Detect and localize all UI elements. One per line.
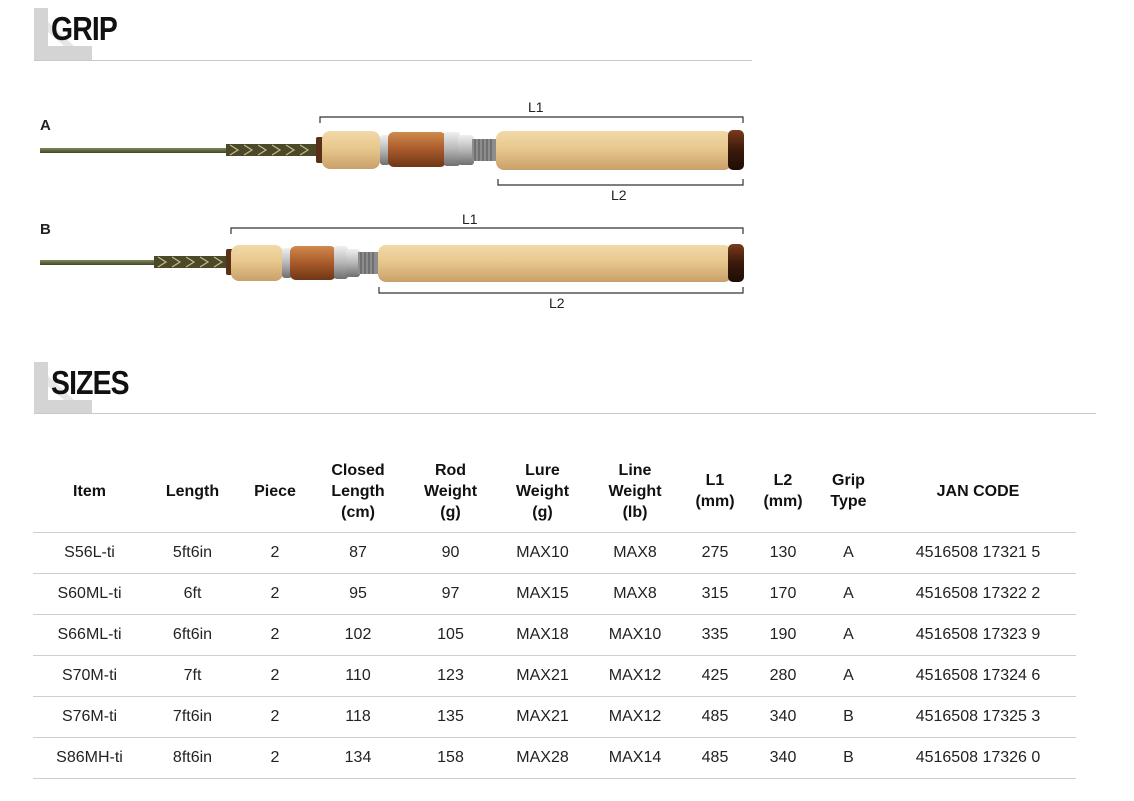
cell-piece: 2 [239, 533, 311, 574]
cell-lure-weight: MAX21 [496, 697, 589, 738]
l1-label-b: L1 [462, 211, 478, 227]
cell-grip-type: A [817, 533, 880, 574]
grip-diagram [30, 88, 760, 318]
col-item [33, 450, 146, 533]
l2-label-b: L2 [549, 295, 565, 311]
cell-l2: 340 [749, 738, 817, 779]
l1-label-a: L1 [528, 99, 544, 115]
col-rod-weight-label-2: Weight [423, 482, 478, 500]
grip-title: GRIP [51, 10, 117, 47]
col-lure-weight-label-1: Lure [525, 461, 560, 479]
grip-section-header [34, 8, 752, 63]
fore-grip-cork-b [231, 245, 283, 281]
cell-jan-code: 4516508 17323 9 [880, 615, 1076, 656]
cell-jan-code: 4516508 17325 3 [880, 697, 1076, 738]
cell-length: 6ft [146, 574, 239, 615]
cell-piece: 2 [239, 697, 311, 738]
variant-a-label: A [40, 117, 51, 134]
butt-cap-a [728, 130, 744, 170]
col-jan-code [880, 450, 1076, 533]
col-length [146, 450, 239, 533]
variant-b-label: B [40, 221, 51, 238]
cell-line-weight: MAX14 [589, 738, 681, 779]
l1-dimension-line-a [320, 117, 743, 123]
wood-reel-seat-b [290, 246, 336, 280]
cell-rod-weight: 97 [405, 574, 496, 615]
cell-l1: 425 [681, 656, 749, 697]
cell-line-weight: MAX8 [589, 533, 681, 574]
cell-item: S76M-ti [33, 697, 146, 738]
locking-nut-a [444, 132, 460, 166]
sizes-table [33, 450, 1076, 779]
cell-line-weight: MAX12 [589, 656, 681, 697]
cell-rod-weight: 135 [405, 697, 496, 738]
cell-l1: 275 [681, 533, 749, 574]
l2-dimension-line-a [498, 179, 743, 185]
table-row [33, 533, 1076, 574]
cell-jan-code: 4516508 17321 5 [880, 533, 1076, 574]
col-piece-label: Piece [254, 482, 296, 500]
cell-l2: 280 [749, 656, 817, 697]
cell-item: S60ML-ti [33, 574, 146, 615]
col-closed-length [311, 450, 405, 533]
rear-grip-cork-a [496, 131, 732, 170]
grip-variant-a [40, 99, 744, 203]
col-rod-weight [405, 450, 496, 533]
cell-piece: 2 [239, 656, 311, 697]
cell-length: 7ft [146, 656, 239, 697]
col-rod-weight-label-1: Rod [434, 461, 467, 479]
col-l2-label-2: (mm) [763, 493, 803, 510]
col-grip-type-label-2: Type [830, 493, 867, 510]
cell-item: S70M-ti [33, 656, 146, 697]
cell-grip-type: A [817, 656, 880, 697]
col-line-weight-label-1: Line [618, 461, 652, 479]
cell-item: S86MH-ti [33, 738, 146, 779]
cell-piece: 2 [239, 574, 311, 615]
fore-grip-cork-a [322, 131, 380, 169]
cell-length: 5ft6in [146, 533, 239, 574]
col-piece [239, 450, 311, 533]
cell-l2: 130 [749, 533, 817, 574]
cell-piece: 2 [239, 615, 311, 656]
l2-label-a: L2 [611, 187, 627, 203]
cell-length: 7ft6in [146, 697, 239, 738]
thread-wrap-a [226, 144, 318, 156]
sizes-section-header [34, 362, 1096, 417]
cell-piece: 2 [239, 738, 311, 779]
cell-grip-type: A [817, 574, 880, 615]
table-row [33, 656, 1076, 697]
col-l2 [749, 450, 817, 533]
col-closed-length-label-1: Closed [331, 461, 385, 479]
cell-grip-type: B [817, 738, 880, 779]
col-rod-weight-label-3: (g) [440, 503, 461, 521]
cell-lure-weight: MAX15 [496, 574, 589, 615]
cell-lure-weight: MAX21 [496, 656, 589, 697]
wood-reel-seat-a [388, 132, 446, 167]
cell-lure-weight: MAX18 [496, 615, 589, 656]
col-lure-weight [496, 450, 589, 533]
col-lure-weight-label-3: (g) [532, 503, 553, 521]
col-jan-code-label: JAN CODE [936, 482, 1020, 500]
cell-line-weight: MAX8 [589, 574, 681, 615]
cell-rod-weight: 158 [405, 738, 496, 779]
l2-dimension-line-b [379, 287, 743, 293]
col-grip-type-label-1: Grip [832, 472, 865, 489]
col-lure-weight-label-2: Weight [515, 482, 570, 500]
table-row [33, 738, 1076, 779]
cell-closed-length: 110 [311, 656, 405, 697]
col-line-weight-label-2: Weight [608, 482, 662, 500]
cell-line-weight: MAX12 [589, 697, 681, 738]
cell-item: S56L-ti [33, 533, 146, 574]
table-row [33, 574, 1076, 615]
cell-closed-length: 102 [311, 615, 405, 656]
sizes-divider [34, 413, 1096, 414]
cell-l2: 170 [749, 574, 817, 615]
cell-l1: 485 [681, 697, 749, 738]
col-line-weight-label-3: (lb) [622, 503, 648, 521]
col-l2-label-1: L2 [773, 472, 793, 489]
col-l1 [681, 450, 749, 533]
cell-lure-weight: MAX28 [496, 738, 589, 779]
cell-rod-weight: 105 [405, 615, 496, 656]
cell-rod-weight: 90 [405, 533, 496, 574]
locking-nut-b [334, 246, 348, 279]
col-l1-label-2: (mm) [695, 493, 735, 510]
l1-dimension-line-b [231, 228, 743, 234]
cell-lure-weight: MAX10 [496, 533, 589, 574]
col-closed-length-label-2: Length [331, 482, 385, 500]
cell-grip-type: A [817, 615, 880, 656]
table-row [33, 697, 1076, 738]
grip-divider [34, 60, 752, 61]
hood-ring-a [458, 135, 474, 165]
sizes-title: SIZES [51, 364, 129, 401]
cell-jan-code: 4516508 17326 0 [880, 738, 1076, 779]
cell-l1: 315 [681, 574, 749, 615]
cell-l1: 485 [681, 738, 749, 779]
cell-jan-code: 4516508 17322 2 [880, 574, 1076, 615]
col-l1-label-1: L1 [705, 472, 725, 489]
cell-length: 6ft6in [146, 615, 239, 656]
table-row [33, 615, 1076, 656]
cell-l2: 190 [749, 615, 817, 656]
cell-closed-length: 95 [311, 574, 405, 615]
table-header-row [33, 450, 1076, 533]
cell-closed-length: 87 [311, 533, 405, 574]
col-grip-type [817, 450, 880, 533]
rear-grip-cork-b [378, 245, 732, 282]
butt-cap-b [728, 244, 744, 282]
col-length-label: Length [165, 482, 220, 500]
cell-l2: 340 [749, 697, 817, 738]
cell-rod-weight: 123 [405, 656, 496, 697]
col-line-weight [589, 450, 681, 533]
cell-jan-code: 4516508 17324 6 [880, 656, 1076, 697]
cell-closed-length: 118 [311, 697, 405, 738]
cell-line-weight: MAX10 [589, 615, 681, 656]
cell-l1: 335 [681, 615, 749, 656]
hood-ring-b [346, 249, 360, 277]
cell-length: 8ft6in [146, 738, 239, 779]
col-closed-length-label-3: (cm) [341, 503, 375, 521]
grip-variant-b [40, 211, 744, 311]
cell-item: S66ML-ti [33, 615, 146, 656]
cell-closed-length: 134 [311, 738, 405, 779]
col-item-label: Item [73, 482, 106, 500]
cell-grip-type: B [817, 697, 880, 738]
